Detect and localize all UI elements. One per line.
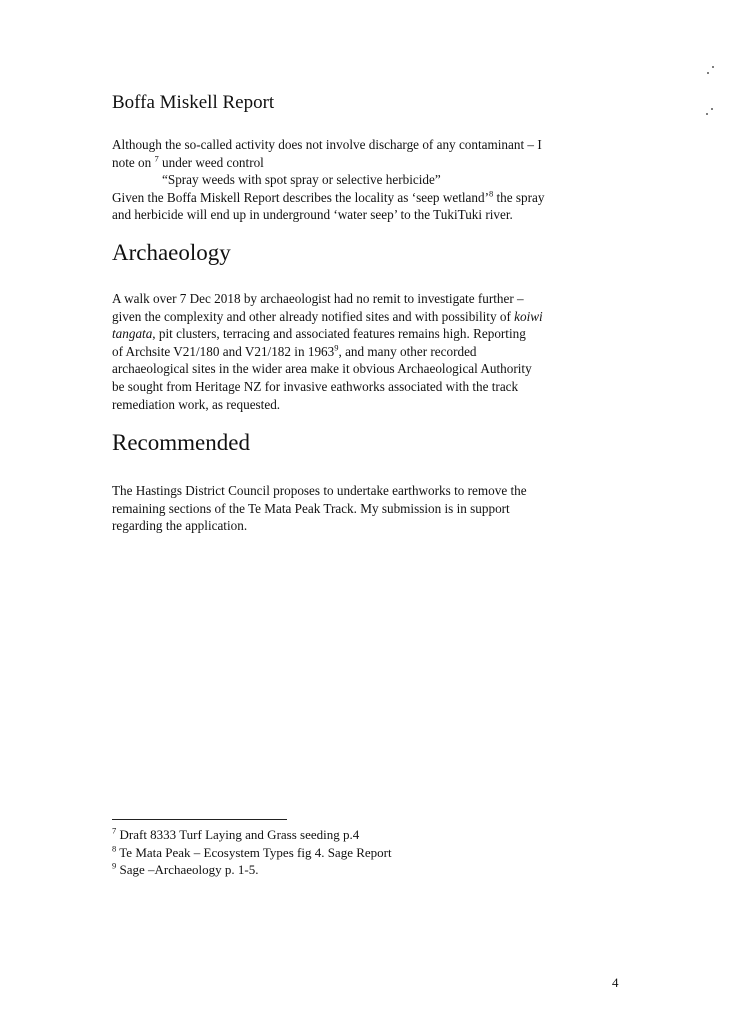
section-heading-boffa: Boffa Miskell Report — [112, 92, 275, 113]
text-fragment: Given the Boffa Miskell Report describes the locality as ‘seep wetland’ — [112, 189, 489, 205]
text-line — [112, 154, 632, 172]
text-line-quote: “Spray weeds with spot spray or selective herbicide” — [162, 172, 441, 188]
scan-speck — [712, 66, 714, 68]
text-fragment: the spray — [496, 189, 545, 205]
text-line — [112, 189, 632, 207]
text-line: remediation work, as requested. — [112, 396, 281, 412]
footnote-ref: 8 — [488, 188, 494, 199]
page-number: 4 — [612, 975, 619, 990]
section-heading-archaeology: Archaeology — [112, 240, 231, 265]
text-fragment: , pit clusters, terracing and associated features remains high. Reporting — [152, 326, 526, 342]
footnote-ref: 7 — [154, 153, 159, 164]
footnote-divider — [112, 819, 287, 820]
footnote-text: Sage –Archaeology p. 1-5. — [119, 862, 259, 877]
recommended-paragraph — [112, 482, 632, 535]
text-line — [112, 325, 632, 343]
text-line: The Hastings District Council proposes to undertake earthworks to remove the — [112, 483, 527, 498]
text-fragment: of Archsite V21/180 and V21/182 in 1963 — [112, 343, 335, 359]
footnote-text: Draft 8333 Turf Laying and Grass seeding p.4 — [119, 827, 360, 842]
text-line — [112, 343, 632, 361]
footnote-number: 8 — [112, 843, 117, 854]
text-line: be sought from Heritage NZ for invasive eathworks associated with the track — [112, 378, 519, 394]
text-fragment: , and many other recorded — [338, 343, 477, 359]
footnote-number: 9 — [112, 860, 117, 871]
scan-speck — [706, 113, 708, 115]
footnote-ref: 9 — [334, 342, 339, 353]
text-fragment: under weed control — [162, 154, 264, 170]
text-fragment: note on — [112, 154, 152, 170]
text-line: Although the so-called activity does not involve discharge of any contaminant – I — [112, 137, 542, 152]
footnotes — [112, 826, 392, 879]
archaeology-paragraph — [112, 290, 632, 413]
footnote-text: Te Mata Peak – Ecosystem Types fig 4. Sage Report — [119, 844, 392, 860]
footnote — [112, 844, 392, 862]
text-line — [112, 308, 632, 326]
text-line: regarding the application. — [112, 518, 248, 534]
italic-term: koiwi — [514, 308, 543, 324]
footnote-number: 7 — [112, 825, 117, 836]
boffa-paragraph — [112, 136, 632, 224]
text-line: and herbicide will end up in underground ‘water seep’ to the TukiTuki river. — [112, 207, 513, 223]
text-line: remaining sections of the Te Mata Peak Track. My submission is in support — [112, 500, 510, 516]
footnote — [112, 861, 392, 879]
scan-speck — [707, 72, 709, 74]
text-fragment: given the complexity and other already notified sites and with possibility of — [112, 308, 511, 324]
section-heading-recommended: Recommended — [112, 430, 250, 455]
italic-term: tangata — [112, 326, 153, 342]
footnote — [112, 826, 392, 844]
text-line: A walk over 7 Dec 2018 by archaeologist had no remit to investigate further – — [112, 291, 524, 306]
text-line: archaeological sites in the wider area make it obvious Archaeological Authority — [112, 361, 532, 377]
scan-speck — [711, 108, 713, 110]
